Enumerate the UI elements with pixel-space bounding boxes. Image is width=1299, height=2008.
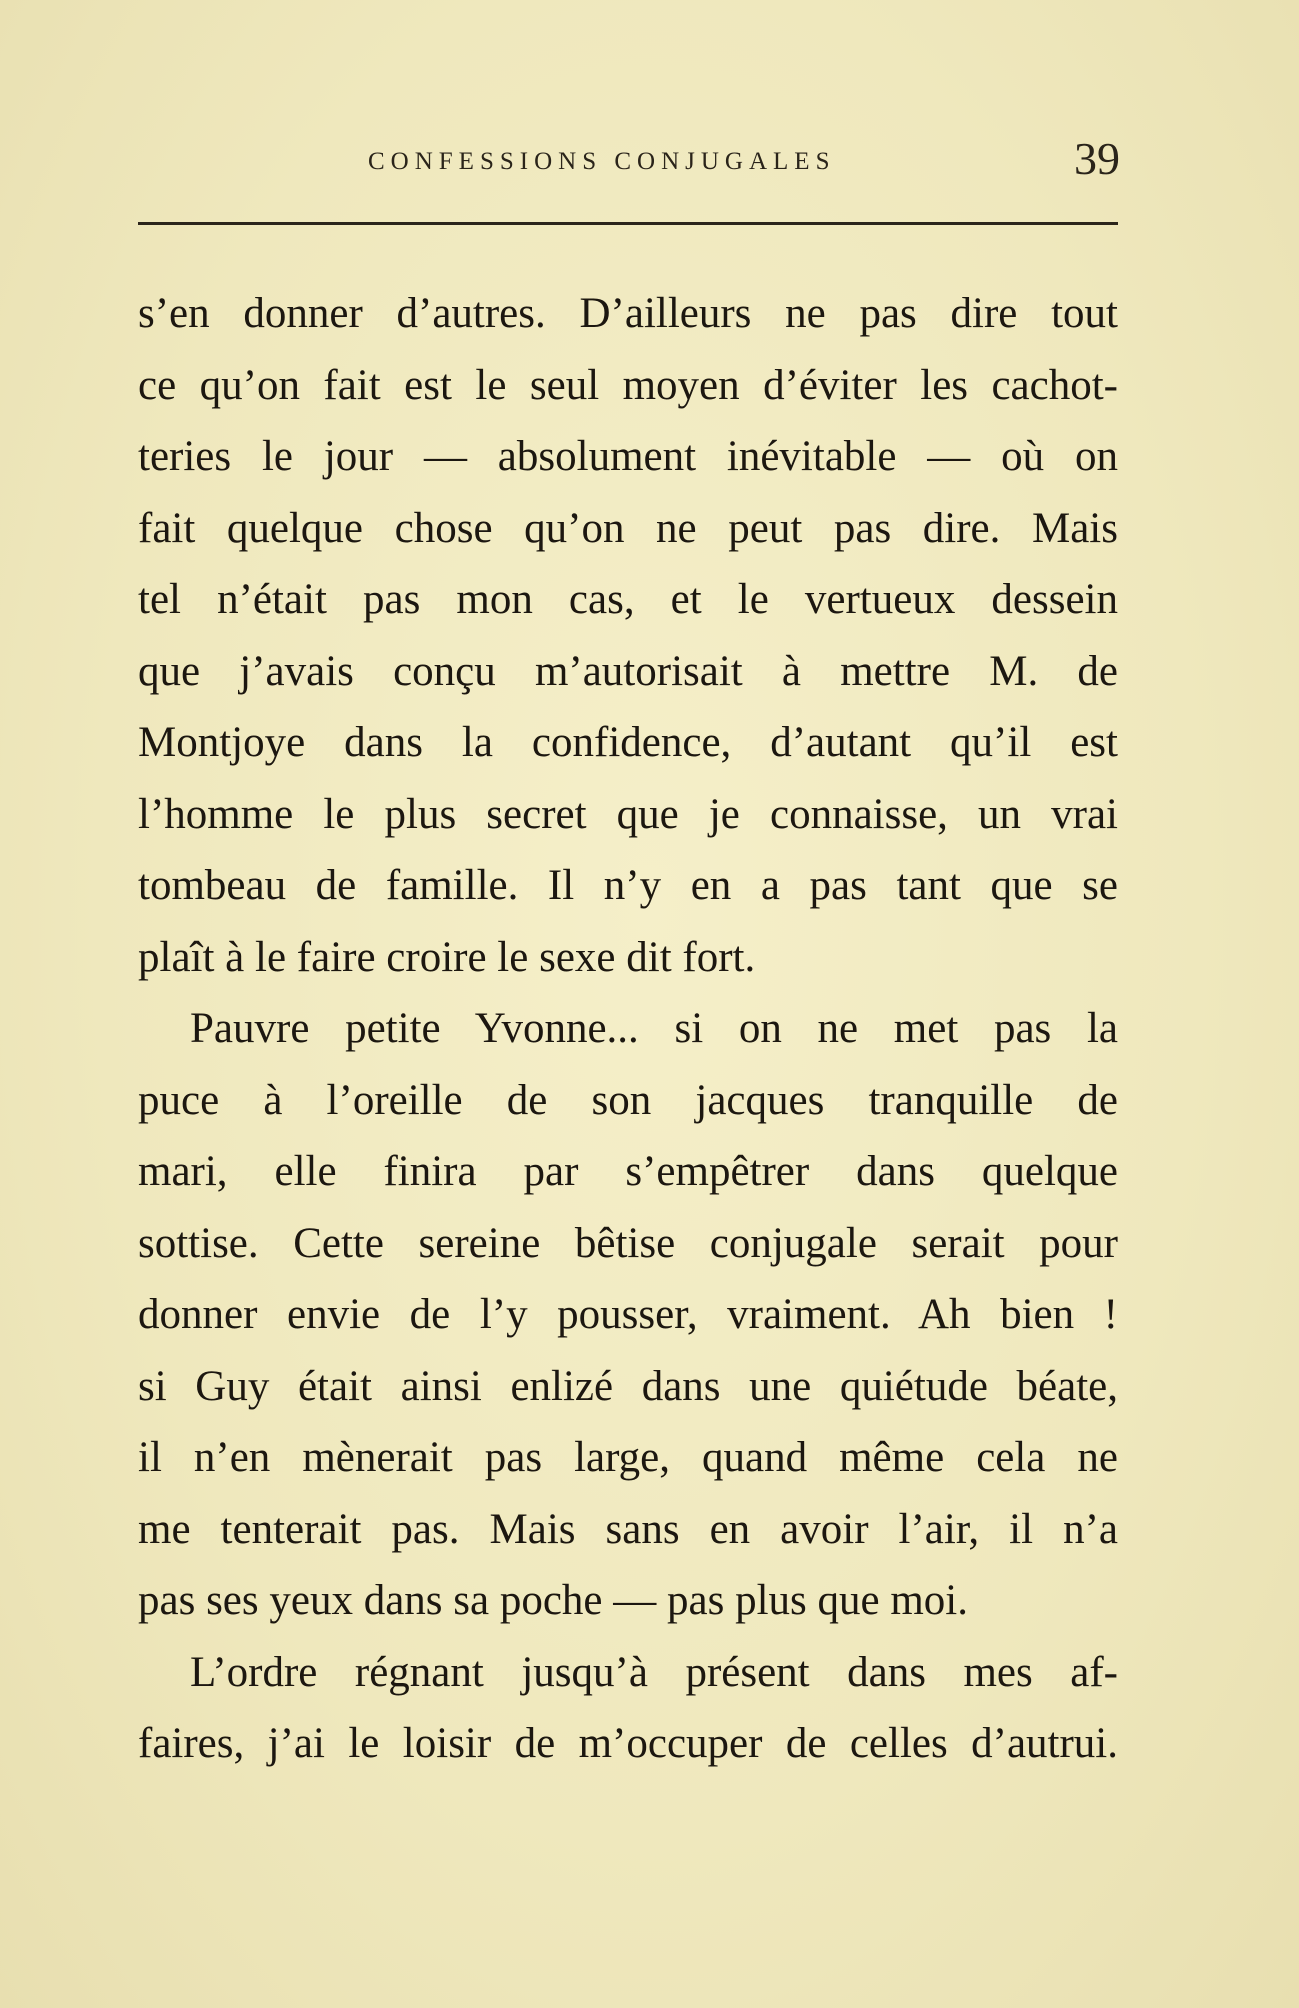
text-line: plaît à le faire croire le sexe dit fort. xyxy=(138,933,756,981)
text-line: ce qu’on fait est le seul moyen d’éviter les cachot- xyxy=(138,361,1118,409)
text-line: que j’avais conçu m’autorisait à mettre M. de xyxy=(138,647,1118,695)
text-line: tel n’était pas mon cas, et le vertueux dessein xyxy=(138,576,1118,623)
text-line: donner envie de l’y pousser, vraiment. Ah bien ! xyxy=(138,1291,1118,1338)
text-line: mari, elle finira par s’empêtrer dans quelque xyxy=(138,1148,1118,1195)
text-line: pas ses yeux dans sa poche — pas plus que moi. xyxy=(138,1577,968,1624)
text-line: teries le jour — absolument inévitable — où on xyxy=(138,433,1118,480)
page-number: 39 xyxy=(1074,133,1120,184)
text-line: Pauvre petite Yvonne... si on ne met pas la xyxy=(190,1005,1118,1052)
text-line: il n’en mènerait pas large, quand même cela ne xyxy=(138,1434,1118,1481)
text-line: Montjoye dans la confidence, d’autant qu’il est xyxy=(138,719,1118,766)
text-line: tombeau de famille. Il n’y en a pas tant que se xyxy=(138,862,1118,909)
text-line: fait quelque chose qu’on ne peut pas dire. Mais xyxy=(138,504,1118,552)
text-line: l’homme le plus secret que je connaisse, un vrai xyxy=(138,790,1118,838)
text-line: s’en donner d’autres. D’ailleurs ne pas dire tout xyxy=(138,290,1118,337)
text-line: puce à l’oreille de son jacques tranquille de xyxy=(138,1076,1118,1124)
running-title: CONFESSIONS CONJUGALES xyxy=(368,148,836,175)
text-line: si Guy était ainsi enlizé dans une quiétude béate, xyxy=(138,1362,1118,1410)
header-rule xyxy=(138,222,1118,225)
text-line: faires, j’ai le loisir de m’occuper de celles d’autrui. xyxy=(138,1720,1118,1767)
body-text xyxy=(138,278,1118,1780)
text-line: me tenterait pas. Mais sans en avoir l’air, il n’a xyxy=(138,1505,1118,1553)
text-line: sottise. Cette sereine bêtise conjugale serait pour xyxy=(138,1219,1118,1267)
text-line: L’ordre régnant jusqu’à présent dans mes af- xyxy=(190,1648,1118,1696)
